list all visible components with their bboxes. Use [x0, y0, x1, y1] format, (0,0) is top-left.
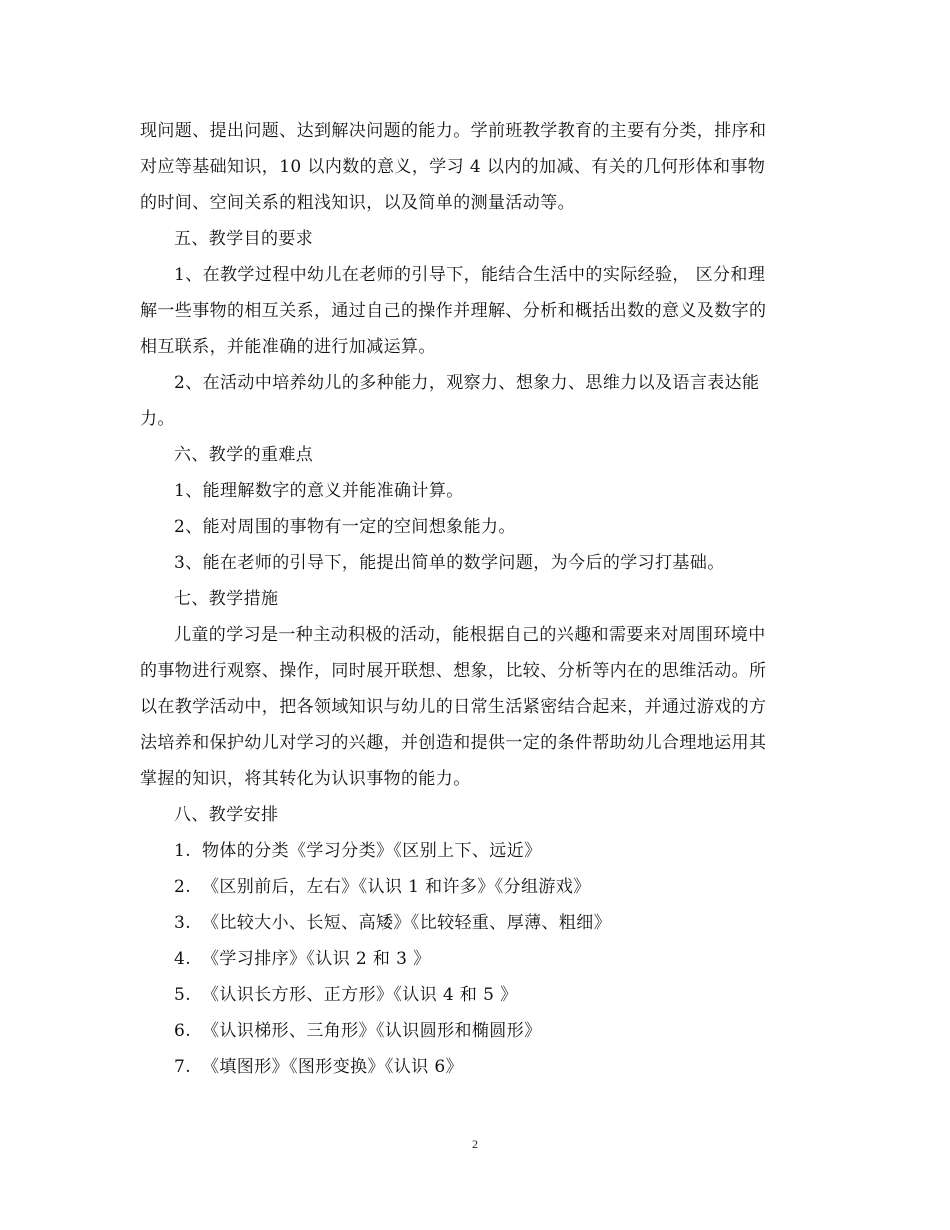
paragraph-line-indented: 六、教学的重难点: [174, 445, 314, 465]
paragraph-line: 力。: [140, 409, 175, 429]
schedule-item: [140, 869, 812, 905]
schedule-item: [140, 905, 812, 941]
paragraph-line-indented: 2、能对周围的事物有一定的空间想象能力。: [174, 517, 516, 537]
paragraph-line: 的事物进行观察、操作，同时展开联想、想象，比较、分析等内在的思维活动。所: [140, 661, 767, 681]
paragraph-line: 现问题、提出问题、达到解决问题的能力。学前班教学教育的主要有分类，排序和: [140, 121, 767, 141]
schedule-item-text: 《比较大小、长短、高矮》《比较轻重、厚薄、粗细》: [202, 913, 612, 933]
paragraph-line: 法培养和保护幼儿对学习的兴趣，并创造和提供一定的条件帮助幼儿合理地运用其: [140, 733, 767, 753]
paragraph-line: 解一些事物的相互关系，通过自己的操作并理解、分析和概括出数的意义及数字的: [140, 301, 767, 321]
schedule-item-text: 《认识梯形、三角形》《认识圆形和椭圆形》: [202, 1021, 542, 1041]
paragraph-line: 掌握的知识，将其转化为认识事物的能力。: [140, 769, 471, 789]
page-number: 2: [472, 1137, 478, 1151]
paragraph-line: 以在教学活动中，把各领域知识与幼儿的日常生活紧密结合起来，并通过游戏的方: [140, 697, 767, 717]
paragraph-line-indented: 八、教学安排: [174, 805, 279, 825]
paragraph-line-indented: 1、能理解数字的意义并能准确计算。: [174, 481, 464, 501]
schedule-item-text: 《认识长方形、正方形》《认识 4 和 5 》: [202, 985, 518, 1005]
schedule-item-text: 《学习排序》《认识 2 和 3 》: [202, 949, 431, 969]
schedule-item: [140, 833, 812, 869]
schedule-item-number: 3.: [174, 913, 192, 933]
paragraph-line-indented: 五、教学目的要求: [174, 229, 314, 249]
schedule-item-number: 5.: [174, 985, 192, 1005]
paragraph-line: 相互联系，并能准确的进行加减运算。: [140, 337, 436, 357]
schedule-item-text: 《填图形》《图形变换》《认识 6》: [202, 1057, 464, 1077]
paragraph-line-indented: 2、在活动中培养幼儿的多种能力，观察力、想象力、思维力以及语言表达能: [174, 373, 760, 393]
paragraph-line: 的时间、空间关系的粗浅知识，以及简单的测量活动等。: [140, 193, 575, 213]
schedule-item-number: 4.: [174, 949, 192, 969]
paragraph-line-indented: 儿童的学习是一种主动积极的活动，能根据自己的兴趣和需要来对周围环境中: [174, 625, 766, 645]
paragraph-line-indented: 1、在教学过程中幼儿在老师的引导下，能结合生活中的实际经验， 区分和理: [174, 265, 766, 285]
schedule-item-number: 1.: [174, 841, 192, 861]
schedule-item-text: 《区别前后，左右》《认识 1 和许多》《分组游戏》: [202, 877, 591, 897]
schedule-item-number: 2.: [174, 877, 192, 897]
schedule-item: [140, 1049, 812, 1085]
schedule-item-number: 7.: [174, 1057, 192, 1077]
paragraph-line-indented: 七、教学措施: [174, 589, 279, 609]
schedule-item: [140, 941, 812, 977]
body-text: [140, 113, 812, 1085]
schedule-item-text: 物体的分类《学习分类》《区别上下、远近》: [202, 841, 542, 861]
paragraph-line-indented: 3、能在老师的引导下，能提出简单的数学问题，为今后的学习打基础。: [174, 553, 725, 573]
paragraph-line: 对应等基础知识，10 以内数的意义，学习 4 以内的加减、有关的几何形体和事物: [140, 157, 766, 177]
schedule-item: [140, 1013, 812, 1049]
schedule-item: [140, 977, 812, 1013]
schedule-item-number: 6.: [174, 1021, 192, 1041]
